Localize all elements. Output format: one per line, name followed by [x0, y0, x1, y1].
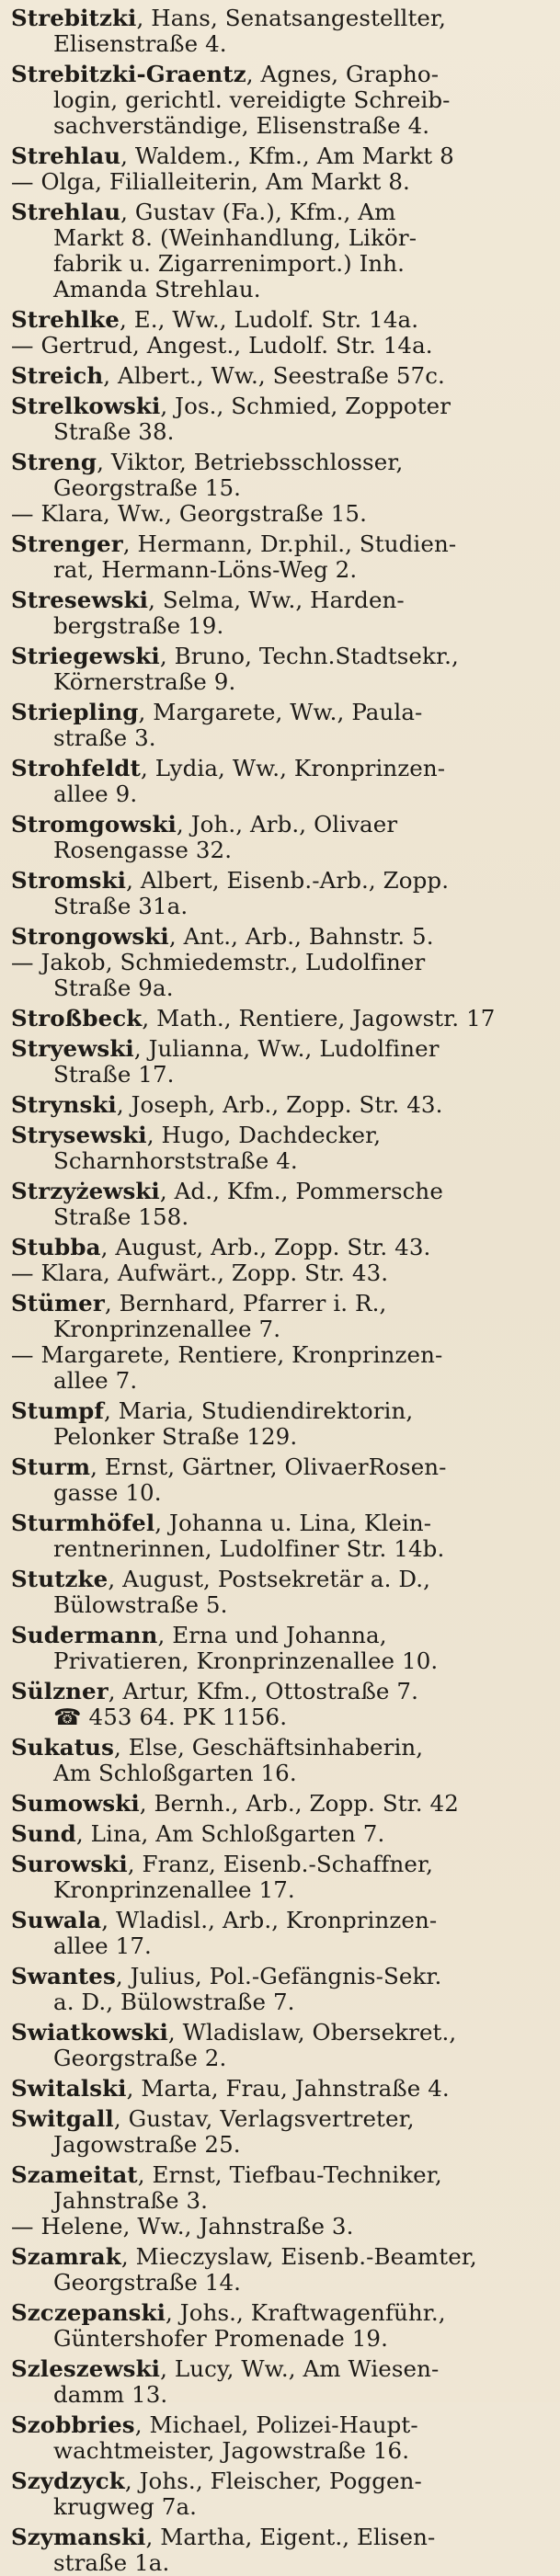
- entry-text: , Else, Geschäftsinhaberin,: [113, 1735, 424, 1761]
- entry-surname: Sumowski: [11, 1791, 140, 1817]
- entry-surname: Strzyżewski: [11, 1179, 160, 1204]
- directory-entry: [11, 1036, 549, 1088]
- entry-text: allee 7.: [53, 1368, 138, 1394]
- entry-text: Straße 17.: [53, 1062, 175, 1088]
- entry-text: gasse 10.: [53, 1480, 162, 1506]
- entry-text: Straße 158.: [53, 1204, 189, 1230]
- entry-text: , Artur, Kfm., Ottostraße 7.: [108, 1679, 418, 1704]
- entry-surname: Strehlau: [11, 199, 121, 225]
- entry-text: — Klara, Ww., Georgstraße 15.: [11, 501, 368, 527]
- entry-text: , Johs., Kraftwagenführ.,: [166, 2300, 446, 2326]
- directory-entry: [11, 2162, 549, 2240]
- entry-surname: Strongowski: [11, 924, 169, 950]
- entry-text: krugweg 7a.: [53, 2494, 198, 2520]
- entry-text: , Jos., Schmied, Zoppoter: [160, 393, 451, 419]
- entry-continuation-line: [11, 2270, 549, 2296]
- entry-text: Körnerstraße 9.: [53, 669, 236, 695]
- entry-continuation-line: [11, 31, 549, 57]
- entry-continuation-line: [11, 894, 549, 919]
- entry-first-line: [11, 1567, 549, 1592]
- entry-text: — Jakob, Schmiedemstr., Ludolfiner: [11, 950, 426, 975]
- entry-continuation-line: [11, 2046, 549, 2071]
- directory-entry: [11, 756, 549, 807]
- entry-text: Georgstraße 15.: [53, 475, 242, 501]
- entry-text: Rosengasse 32.: [53, 838, 233, 863]
- entry-surname: Strehlau: [11, 143, 121, 169]
- entry-continuation-line: [11, 2326, 549, 2352]
- entry-continuation-line: [11, 1704, 549, 1730]
- entry-surname: Swiatkowski: [11, 2020, 168, 2046]
- entry-continuation-line: [11, 333, 549, 359]
- entry-surname: Stryewski: [11, 1036, 134, 1062]
- entry-text: allee 17.: [53, 1933, 152, 1959]
- entry-first-line: [11, 1179, 549, 1204]
- entry-continuation-line: [11, 475, 549, 501]
- entry-text: , Ad., Kfm., Pommersche: [159, 1179, 443, 1204]
- entry-first-line: [11, 6, 549, 31]
- directory-entry: [11, 2300, 549, 2352]
- entry-surname: Sukatus: [11, 1735, 114, 1761]
- entry-surname: Streich: [11, 363, 104, 389]
- entry-text: Georgstraße 14.: [53, 2270, 242, 2296]
- entry-continuation-line: [11, 1062, 549, 1088]
- entry-first-line: [11, 307, 549, 333]
- entry-text: login, gerichtl. vereidigte Schreib-: [53, 87, 451, 113]
- entry-continuation-line: [11, 1989, 549, 2015]
- entry-text: , Math., Rentiere, Jagowstr. 17: [142, 1006, 496, 1032]
- entry-text: Straße 31a.: [53, 894, 189, 919]
- entry-first-line: [11, 2106, 549, 2132]
- entry-continuation-line: [11, 1592, 549, 1618]
- entry-continuation-line: [11, 419, 549, 445]
- entry-continuation-line: [11, 113, 549, 139]
- entry-first-line: [11, 1679, 549, 1704]
- directory-entry: [11, 1123, 549, 1174]
- entry-text: , Albert, Eisenb.-Arb., Zopp.: [126, 868, 450, 894]
- entry-text: , Hans, Senatsangestellter,: [136, 6, 447, 31]
- entry-continuation-line: [11, 2382, 549, 2408]
- entry-surname: Strohfeldt: [11, 756, 141, 781]
- directory-entry: [11, 1454, 549, 1506]
- directory-entry: [11, 1092, 549, 1118]
- entry-first-line: [11, 1123, 549, 1148]
- entry-text: , Selma, Ww., Harden-: [148, 587, 405, 613]
- directory-entry: [11, 868, 549, 919]
- entry-first-line: [11, 756, 549, 781]
- entry-first-line: [11, 1092, 549, 1118]
- entry-text: , Martha, Eigent., Elisen-: [145, 2525, 436, 2550]
- entry-text: , Lina, Am Schloßgarten 7.: [75, 1821, 385, 1847]
- entry-text: damm 13.: [53, 2382, 168, 2408]
- entry-continuation-line: [11, 1761, 549, 1786]
- entry-text: , Maria, Studiendirektorin,: [104, 1398, 414, 1424]
- directory-entry: [11, 700, 549, 751]
- entry-text: — Margarete, Rentiere, Kronprinzen-: [11, 1342, 443, 1368]
- directory-entry: [11, 1006, 549, 1032]
- directory-entry: [11, 393, 549, 445]
- entry-text: , Lydia, Ww., Kronprinzen-: [140, 756, 446, 781]
- entry-surname: Stroßbeck: [11, 1006, 143, 1032]
- entry-surname: Stubba: [11, 1235, 101, 1260]
- entry-continuation-line: [11, 1368, 549, 1394]
- entry-continuation-line: [11, 1480, 549, 1506]
- entry-text: , E., Ww., Ludolf. Str. 14a.: [120, 307, 419, 333]
- entry-text: Güntershofer Promenade 19.: [53, 2326, 388, 2352]
- entry-continuation-line: [11, 669, 549, 695]
- entry-continuation-line: [11, 975, 549, 1001]
- entry-first-line: [11, 2356, 549, 2382]
- entry-text: — Klara, Aufwärt., Zopp. Str. 43.: [11, 1260, 389, 1286]
- entry-text: Scharnhorststraße 4.: [53, 1148, 298, 1174]
- entry-text: , Johs., Fleischer, Poggen-: [124, 2468, 422, 2494]
- entry-first-line: [11, 2244, 549, 2270]
- directory-entry: [11, 2106, 549, 2158]
- entry-text: wachtmeister, Jagowstraße 16.: [53, 2438, 410, 2464]
- entry-surname: Stromski: [11, 868, 127, 894]
- entry-text: , August, Arb., Zopp. Str. 43.: [100, 1235, 431, 1260]
- directory-entry: [11, 1908, 549, 1959]
- entry-text: , Mieczyslaw, Eisenb.-Beamter,: [120, 2244, 477, 2270]
- entry-continuation-line: [11, 2214, 549, 2240]
- entry-first-line: [11, 1510, 549, 1536]
- entry-first-line: [11, 2412, 549, 2438]
- entry-text: , Hugo, Dachdecker,: [146, 1123, 382, 1148]
- entry-continuation-line: [11, 2494, 549, 2520]
- entry-continuation-line: [11, 1204, 549, 1230]
- entry-first-line: [11, 1821, 549, 1847]
- entry-text: Kronprinzenallee 17.: [53, 1877, 295, 1903]
- entry-first-line: [11, 1908, 549, 1933]
- entry-first-line: [11, 62, 549, 87]
- entry-first-line: [11, 644, 549, 669]
- entry-surname: Strynski: [11, 1092, 117, 1118]
- entry-surname: Stumpf: [11, 1398, 105, 1424]
- directory-entry: [11, 363, 549, 389]
- entry-first-line: [11, 450, 549, 475]
- entry-first-line: [11, 2468, 549, 2494]
- entry-surname: Strehlke: [11, 307, 120, 333]
- directory-entry: [11, 1398, 549, 1450]
- entry-first-line: [11, 199, 549, 225]
- directory-entry: [11, 6, 549, 57]
- entry-text: , Michael, Polizei-Haupt-: [134, 2412, 418, 2438]
- entry-text: , Ernst, Tiefbau-Techniker,: [137, 2162, 442, 2188]
- entry-text: , Johanna u. Lina, Klein-: [154, 1510, 432, 1536]
- entry-continuation-line: [11, 501, 549, 527]
- entry-continuation-line: [11, 1148, 549, 1174]
- entry-continuation-line: [11, 950, 549, 975]
- entry-surname: Strebitzki-Graentz: [11, 62, 246, 87]
- entry-first-line: [11, 924, 549, 950]
- directory-entry: [11, 1623, 549, 1674]
- entry-text: , Ernst, Gärtner, OlivaerRosen-: [90, 1454, 447, 1480]
- entry-surname: Stümer: [11, 1291, 105, 1316]
- entry-first-line: [11, 1398, 549, 1424]
- entry-continuation-line: [11, 613, 549, 639]
- entry-first-line: [11, 812, 549, 838]
- directory-entry: [11, 1735, 549, 1786]
- entry-continuation-line: [11, 2438, 549, 2464]
- entry-text: rentnerinnen, Ludolfiner Str. 14b.: [53, 1536, 445, 1562]
- entry-surname: Striegewski: [11, 644, 160, 669]
- entry-first-line: [11, 393, 549, 419]
- entry-continuation-line: [11, 1933, 549, 1959]
- entry-text: Jahnstraße 3.: [53, 2188, 209, 2214]
- entry-surname: Strysewski: [11, 1123, 147, 1148]
- directory-entry: [11, 1291, 549, 1394]
- directory-entry: [11, 1791, 549, 1817]
- entry-first-line: [11, 1791, 549, 1817]
- entry-text: Jagowstraße 25.: [53, 2132, 241, 2158]
- directory-entry: [11, 2412, 549, 2464]
- directory-entry: [11, 450, 549, 527]
- directory-entry: [11, 1679, 549, 1730]
- entry-first-line: [11, 1036, 549, 1062]
- entry-surname: Suwala: [11, 1908, 102, 1933]
- entry-text: Privatieren, Kronprinzenallee 10.: [53, 1648, 439, 1674]
- entry-surname: Szczepanski: [11, 2300, 166, 2326]
- directory-entry: [11, 924, 549, 1001]
- entry-surname: Swantes: [11, 1964, 116, 1989]
- entry-text: Kronprinzenallee 7.: [53, 1316, 281, 1342]
- directory-entry: [11, 1852, 549, 1903]
- entry-continuation-line: [11, 225, 549, 251]
- entry-continuation-line: [11, 2188, 549, 2214]
- entry-text: , Wladislaw, Obersekret.,: [167, 2020, 457, 2046]
- entry-surname: Sund: [11, 1821, 76, 1847]
- entry-text: Bülowstraße 5.: [53, 1592, 228, 1618]
- entry-surname: Surowski: [11, 1852, 128, 1877]
- entry-first-line: [11, 143, 549, 169]
- entry-text: , Joh., Arb., Olivaer: [176, 812, 398, 838]
- entry-surname: Stresewski: [11, 587, 149, 613]
- entry-continuation-line: [11, 1877, 549, 1903]
- directory-entry: [11, 1567, 549, 1618]
- entry-first-line: [11, 587, 549, 613]
- entry-first-line: [11, 1735, 549, 1761]
- entry-surname: Sudermann: [11, 1623, 158, 1648]
- entry-first-line: [11, 2020, 549, 2046]
- entry-text: , Margarete, Ww., Paula-: [138, 700, 423, 725]
- entry-continuation-line: [11, 1648, 549, 1674]
- entry-first-line: [11, 1964, 549, 1989]
- entry-continuation-line: [11, 251, 549, 277]
- entry-surname: Szobbries: [11, 2412, 135, 2438]
- directory-entry: [11, 1821, 549, 1847]
- entry-surname: Strelkowski: [11, 393, 161, 419]
- entry-text: , Agnes, Grapho-: [246, 62, 440, 87]
- entry-text: Straße 9a.: [53, 975, 174, 1001]
- entry-text: a. D., Bülowstraße 7.: [53, 1989, 295, 2015]
- entry-continuation-line: [11, 1260, 549, 1286]
- directory-entry: [11, 2076, 549, 2102]
- entry-text: Elisenstraße 4.: [53, 31, 227, 57]
- entry-surname: Strebitzki: [11, 6, 137, 31]
- directory-entry: [11, 2020, 549, 2071]
- entry-first-line: [11, 531, 549, 557]
- entry-first-line: [11, 1454, 549, 1480]
- entry-continuation-line: [11, 1424, 549, 1450]
- entry-text: , Viktor, Betriebsschlosser,: [97, 450, 404, 475]
- entry-surname: Szydzyck: [11, 2468, 125, 2494]
- directory-entry: [11, 2356, 549, 2408]
- directory-entry: [11, 1964, 549, 2015]
- entry-text: Pelonker Straße 129.: [53, 1424, 298, 1450]
- entry-first-line: [11, 2162, 549, 2188]
- entry-continuation-line: [11, 557, 549, 583]
- entry-text: — Olga, Filialleiterin, Am Markt 8.: [11, 169, 410, 195]
- entry-first-line: [11, 1852, 549, 1877]
- entry-text: Markt 8. (Weinhandlung, Likör-: [53, 225, 417, 251]
- directory-entry: [11, 2244, 549, 2296]
- entry-text: sachverständige, Elisenstraße 4.: [53, 113, 430, 139]
- entry-first-line: [11, 2300, 549, 2326]
- entry-surname: Strenger: [11, 531, 123, 557]
- entry-text: , Erna und Johanna,: [157, 1623, 387, 1648]
- entry-text: , August, Postsekretär a. D.,: [108, 1567, 431, 1592]
- entry-surname: Szameitat: [11, 2162, 138, 2188]
- entry-first-line: [11, 2076, 549, 2102]
- entry-surname: Streng: [11, 450, 97, 475]
- entry-text: fabrik u. Zigarrenimport.) Inh.: [53, 251, 406, 277]
- entry-surname: Switgall: [11, 2106, 114, 2132]
- entry-surname: Striepling: [11, 700, 139, 725]
- directory-entry: [11, 1179, 549, 1230]
- entry-surname: Stutzke: [11, 1567, 109, 1592]
- directory-entry: [11, 2468, 549, 2520]
- entry-text: Georgstraße 2.: [53, 2046, 227, 2071]
- entry-surname: Sturm: [11, 1454, 91, 1480]
- entry-text: straße 1a.: [53, 2550, 170, 2576]
- entry-continuation-line: [11, 2550, 549, 2576]
- entry-continuation-line: [11, 781, 549, 807]
- entry-continuation-line: [11, 169, 549, 195]
- entry-surname: Szymanski: [11, 2525, 146, 2550]
- entry-first-line: [11, 700, 549, 725]
- directory-entry: [11, 2525, 549, 2576]
- entry-text: — Gertrud, Angest., Ludolf. Str. 14a.: [11, 333, 433, 359]
- entry-first-line: [11, 868, 549, 894]
- entry-continuation-line: [11, 277, 549, 302]
- entry-text: straße 3.: [53, 725, 156, 751]
- directory-entry: [11, 62, 549, 139]
- entry-first-line: [11, 363, 549, 389]
- entry-continuation-line: [11, 1536, 549, 1562]
- entry-text: , Julius, Pol.-Gefängnis-Sekr.: [115, 1964, 442, 1989]
- directory-entry: [11, 812, 549, 863]
- entry-text: , Franz, Eisenb.-Schaffner,: [127, 1852, 434, 1877]
- directory-entry: [11, 531, 549, 583]
- directory-entry: [11, 307, 549, 359]
- entry-text: Straße 38.: [53, 419, 175, 445]
- entry-text: rat, Hermann-Löns-Weg 2.: [53, 557, 358, 583]
- entry-first-line: [11, 1006, 549, 1032]
- entry-text: , Albert., Ww., Seestraße 57c.: [103, 363, 445, 389]
- entry-first-line: [11, 2525, 549, 2550]
- directory-entry: [11, 644, 549, 695]
- entry-text: , Lucy, Ww., Am Wiesen-: [160, 2356, 440, 2382]
- entry-text: , Bernh., Arb., Zopp. Str. 42: [139, 1791, 459, 1817]
- entry-first-line: [11, 1291, 549, 1316]
- directory-entry: [11, 143, 549, 195]
- entry-continuation-line: [11, 838, 549, 863]
- entry-text: allee 9.: [53, 781, 138, 807]
- entry-surname: Szleszewski: [11, 2356, 161, 2382]
- entry-text: Am Schloßgarten 16.: [53, 1761, 297, 1786]
- directory-entry: [11, 587, 549, 639]
- entry-first-line: [11, 1623, 549, 1648]
- entry-text: , Marta, Frau, Jahnstraße 4.: [126, 2076, 450, 2102]
- entry-text: , Joseph, Arb., Zopp. Str. 43.: [116, 1092, 443, 1118]
- entry-text: , Bruno, Techn.Stadtsekr.,: [159, 644, 459, 669]
- entry-text: , Hermann, Dr.phil., Studien-: [122, 531, 457, 557]
- entry-continuation-line: [11, 1342, 549, 1368]
- entry-surname: Switalski: [11, 2076, 127, 2102]
- directory-entry: [11, 1235, 549, 1286]
- entry-text: , Julianna, Ww., Ludolfiner: [133, 1036, 440, 1062]
- entry-surname: Szamrak: [11, 2244, 121, 2270]
- entry-text: , Gustav (Fa.), Kfm., Am: [120, 199, 396, 225]
- directory-entry: [11, 199, 549, 302]
- entry-text: , Wladisl., Arb., Kronprinzen-: [101, 1908, 438, 1933]
- entry-text: ☎ 453 64. PK 1156.: [53, 1704, 288, 1730]
- entry-text: , Gustav, Verlagsvertreter,: [113, 2106, 415, 2132]
- entry-surname: Sturmhöfel: [11, 1510, 155, 1536]
- entry-text: , Bernhard, Pfarrer i. R.,: [104, 1291, 387, 1316]
- entry-continuation-line: [11, 1316, 549, 1342]
- entry-continuation-line: [11, 725, 549, 751]
- entry-continuation-line: [11, 87, 549, 113]
- entry-first-line: [11, 1235, 549, 1260]
- entry-text: Amanda Strehlau.: [53, 277, 261, 302]
- entry-continuation-line: [11, 2132, 549, 2158]
- directory-entry: [11, 1510, 549, 1562]
- entry-surname: Sülzner: [11, 1679, 109, 1704]
- entry-text: — Helene, Ww., Jahnstraße 3.: [11, 2214, 354, 2240]
- entry-text: , Waldem., Kfm., Am Markt 8: [120, 143, 454, 169]
- entry-text: bergstraße 19.: [53, 613, 224, 639]
- entry-text: , Ant., Arb., Bahnstr. 5.: [168, 924, 434, 950]
- entry-surname: Stromgowski: [11, 812, 177, 838]
